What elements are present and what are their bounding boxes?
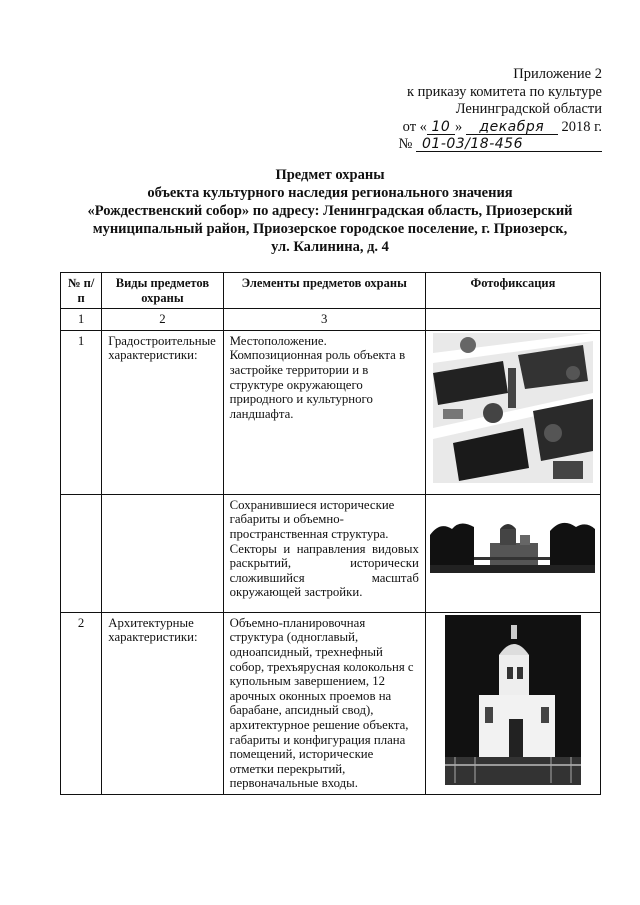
document-title: Предмет охраны объекта культурного наследия регионального значения «Рождественский собор» по адресу: Ленинградская область, Приозерский муниципальный район, Приозерское городское поселение, г. Приозерск, ул. Калинина, д. 4 [87,167,573,255]
photo-cell-facade [425,612,600,794]
order-number: 01-03/18-456 [416,137,602,152]
table-row: Сохранившиеся исторические габариты и объемно-пространственная структура. Секторы и направления видовых раскрытий, исторически сложившийся масштаб окружающей застройки. [61,494,601,612]
appendix-date: от « 10 » декабря 2018 г. [402,118,602,135]
appendix-number: № 01-03/18-456 [340,136,602,154]
church-facade-photo-icon [445,615,581,785]
column-number-row: 1 2 3 [61,309,601,331]
appendix-order-ref: к приказу комитета по культуре [406,83,602,100]
header-kind: Виды предметов охраны [102,273,223,309]
header-photo: Фотофиксация [425,273,600,309]
photo-cell-aerial [425,330,600,494]
header-elements: Элементы предметов охраны [223,273,425,309]
header-num: № п/п [61,273,102,309]
appendix-header [340,66,602,154]
table-header-row [61,273,601,309]
appendix-title: Приложение 2 [513,66,602,82]
date-day: 10 [427,120,455,135]
photo-cell-street [425,494,600,612]
table-row: 1 Градостроительные характеристики: Местоположение. Композиционная роль объекта в застройке территории и в структуре окружающего природного и культурного ландшафта. [61,330,601,494]
date-year: 2018 г. [561,118,602,135]
table-row: 2 Архитектурные характеристики: Объемно-планировочная структура (одноглавый, одноапсидный, трехнефный собор, трехъярусная колокольня с купольным завершением, 12 арочных оконных проемов на барабане, апсидный свод), архитектурное решение объекта, габариты и конфигурация плана помещений, исторические отметки перекрытий, первоначальные входы. [61,612,601,794]
appendix-region: Ленинградской области [455,101,602,117]
church-street-photo-icon [430,517,595,573]
protection-table [60,272,601,795]
aerial-photo-icon [433,333,593,483]
date-month: декабря [466,120,558,135]
